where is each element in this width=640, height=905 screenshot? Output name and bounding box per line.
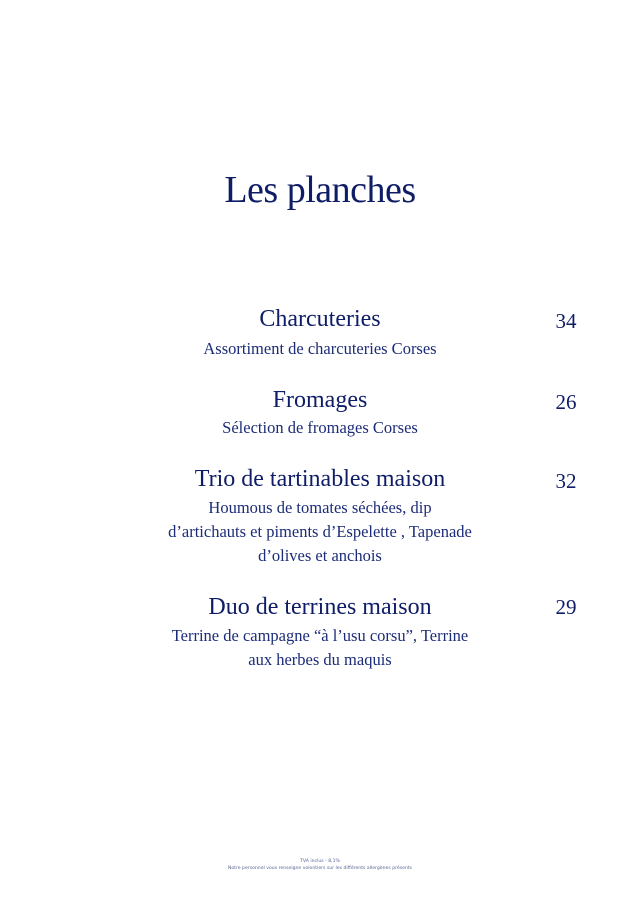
- item-description: Assortiment de charcuteries Corses: [203, 339, 437, 358]
- item-description: [120, 624, 520, 672]
- item-name: Fromages: [272, 387, 368, 413]
- tax-note: TVA inclus - 8,1%: [300, 859, 340, 864]
- description-line: Terrine de campagne “à l’usu corsu”, Terrine: [171, 626, 469, 645]
- description-line: aux herbes du maquis: [248, 650, 392, 669]
- description-line: d’olives et anchois: [258, 546, 382, 565]
- item-description: Sélection de fromages Corses: [222, 418, 418, 437]
- item-name: Trio de tartinables maison: [194, 466, 446, 492]
- item-price: 34: [555, 309, 577, 333]
- allergen-note: Notre personnel vous renseigne volontiers sur les différents allergènes présents: [227, 866, 413, 871]
- footer: [0, 858, 640, 872]
- page-title: Les planches: [224, 169, 416, 211]
- description-line: Houmous de tomates séchées, dip: [208, 498, 432, 517]
- item-description: [120, 496, 520, 568]
- description-line: d’artichauts et piments d’Espelette , Tapenade: [168, 522, 472, 541]
- item-name: Duo de terrines maison: [208, 594, 432, 620]
- item-price: 29: [555, 595, 577, 619]
- item-name: Charcuteries: [259, 306, 381, 332]
- item-price: 26: [555, 390, 577, 414]
- item-price: 32: [555, 469, 577, 493]
